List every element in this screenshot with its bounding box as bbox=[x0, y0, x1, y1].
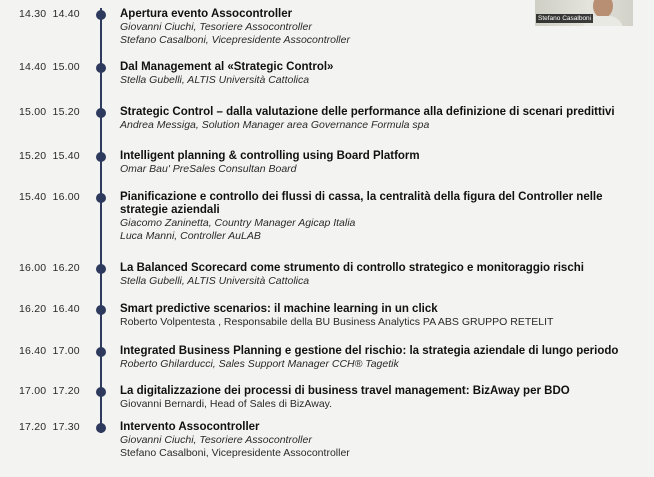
session-title-continued: strategie aziendali bbox=[120, 204, 220, 216]
time-range: 17.20 17.30 bbox=[19, 421, 80, 433]
session-title: Strategic Control – dalla valutazione delle performance alla definizione di scenari predittivi bbox=[120, 106, 615, 118]
time-range: 14.30 14.40 bbox=[19, 8, 80, 20]
speaker: Roberto Ghilarducci, Sales Support Manager CCH® Tagetik bbox=[120, 358, 399, 370]
timeline-dot bbox=[96, 152, 106, 162]
session-title: Integrated Business Planning e gestione del rischio: la strategia aziendale di lungo periodo bbox=[120, 345, 619, 357]
participant-video-thumbnail[interactable] bbox=[535, 0, 633, 26]
speaker: Omar Bau' PreSales Consultan Board bbox=[120, 163, 297, 175]
speaker: Andrea Messiga, Solution Manager area Governance Formula spa bbox=[120, 119, 430, 131]
timeline-dot bbox=[96, 108, 106, 118]
speaker: Stefano Casalboni, Vicepresidente Assocontroller bbox=[120, 34, 350, 46]
timeline-dot bbox=[96, 10, 106, 20]
time-range: 17.00 17.20 bbox=[19, 385, 80, 397]
session-title: Dal Management al «Strategic Control» bbox=[120, 61, 334, 73]
session-title: La Balanced Scorecard come strumento di controllo strategico e monitoraggio rischi bbox=[120, 262, 584, 274]
time-range: 15.00 15.20 bbox=[19, 106, 80, 118]
speaker: Roberto Volpentesta , Responsabile della BU Business Analytics PA ABS GRUPPO RETELIT bbox=[120, 316, 554, 328]
timeline-dot bbox=[96, 347, 106, 357]
session-title: Apertura evento Assocontroller bbox=[120, 8, 293, 20]
session-title: Smart predictive scenarios: il machine learning in un click bbox=[120, 303, 438, 315]
time-range: 15.40 16.00 bbox=[19, 191, 80, 203]
speaker: Stella Gubelli, ALTIS Università Cattolica bbox=[120, 275, 310, 287]
timeline-dot bbox=[96, 264, 106, 274]
time-range: 16.20 16.40 bbox=[19, 303, 80, 315]
speaker: Stefano Casalboni, Vicepresidente Assocontroller bbox=[120, 447, 350, 459]
time-range: 16.40 17.00 bbox=[19, 345, 80, 357]
time-range: 15.20 15.40 bbox=[19, 150, 80, 162]
speaker: Giovanni Ciuchi, Tesoriere Assocontroller bbox=[120, 21, 312, 33]
timeline-dot bbox=[96, 63, 106, 73]
speaker: Giacomo Zaninetta, Country Manager Agicap Italia bbox=[120, 217, 356, 229]
session-title: Intelligent planning & controlling using Board Platform bbox=[120, 150, 420, 162]
speaker: Luca Manni, Controller AuLAB bbox=[120, 230, 261, 242]
timeline-dot bbox=[96, 423, 106, 433]
session-title: Intervento Assocontroller bbox=[120, 421, 260, 433]
speaker: Giovanni Ciuchi, Tesoriere Assocontroller bbox=[120, 434, 312, 446]
time-range: 14.40 15.00 bbox=[19, 61, 80, 73]
timeline-dot bbox=[96, 305, 106, 315]
speaker: Stella Gubelli, ALTIS Università Cattolica bbox=[120, 74, 310, 86]
time-range: 16.00 16.20 bbox=[19, 262, 80, 274]
timeline-dot bbox=[96, 387, 106, 397]
timeline-dot bbox=[96, 193, 106, 203]
speaker: Giovanni Bernardi, Head of Sales di BizAway. bbox=[120, 398, 333, 410]
participant-name-label: Stefano Casalboni bbox=[538, 15, 592, 22]
session-title: Pianificazione e controllo dei flussi di cassa, la centralità della figura del Controller nelle bbox=[120, 191, 603, 203]
session-title: La digitalizzazione dei processi di business travel management: BizAway per BDO bbox=[120, 385, 570, 397]
